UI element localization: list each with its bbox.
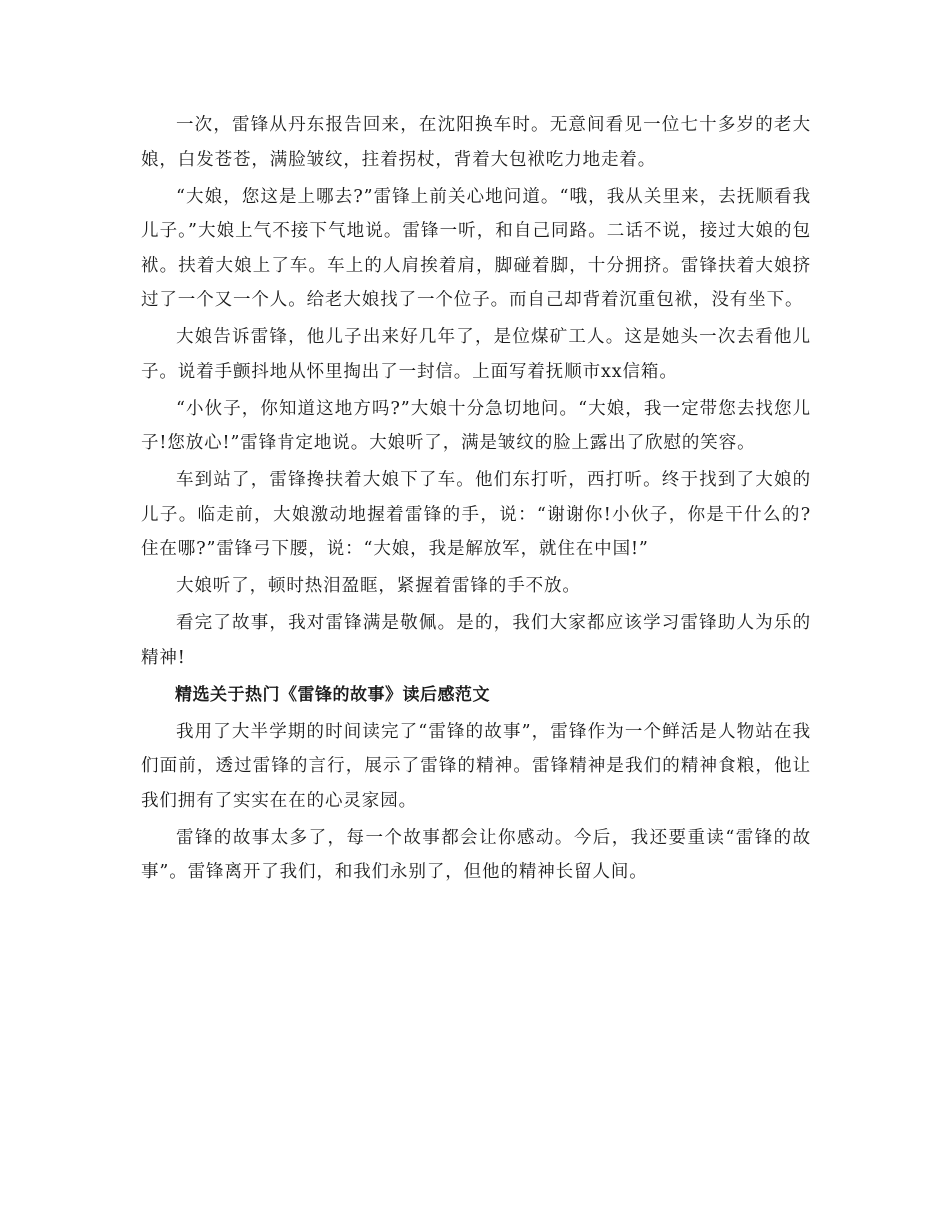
paragraph-son-letter: 大娘告诉雷锋，他儿子出来好几年了，是位煤矿工人。这是她头一次去看他儿子。说着手颤抖地从怀里掏出了一封信。上面写着抚顺市xx信箱。 [141, 327, 811, 382]
paragraph-meeting-old-woman: 一次，雷锋从丹东报告回来，在沈阳换车时。无意间看见一位七十多岁的老大娘，白发苍苍，满脸皱纹，拄着拐杖，背着大包袱吃力地走着。 [141, 115, 811, 170]
paragraph-reading-experience: 我用了大半学期的时间读完了“雷锋的故事”，雷锋作为一个鲜活是人物站在我们面前，透过雷锋的言行，展示了雷锋的精神。雷锋精神是我们的精神食粮，他让我们拥有了实实在在的心灵家园。 [141, 721, 811, 811]
document-body [141, 108, 811, 892]
paragraph-reflection: 看完了故事，我对雷锋满是敬佩。是的，我们大家都应该学习雷锋助人为乐的精神! [141, 613, 811, 668]
paragraph-conclusion: 雷锋的故事太多了，每一个故事都会让你感动。今后，我还要重读“雷锋的故事”。雷锋离开了我们，和我们永别了，但他的精神长留人间。 [141, 827, 811, 882]
section-heading: 精选关于热门《雷锋的故事》读后感范文 [175, 684, 490, 705]
paragraph-tears: 大娘听了，顿时热泪盈眶，紧握着雷锋的手不放。 [176, 576, 581, 596]
paragraph-helping-on-train: “大娘，您这是上哪去?”雷锋上前关心地问道。“哦，我从关里来，去抚顺看我儿子。”大娘上气不接下气地说。雷锋一听，和自己同路。二话不说，接过大娘的包袱。扶着大娘上了车。车上的人肩挨着肩，脚碰着脚，十分拥挤。雷锋扶着大娘挤过了一个又一个人。给老大娘找了一个位子。而自己却背着沉重包袱，没有坐下。 [141, 186, 811, 310]
paragraph-promise: “小伙子，你知道这地方吗?”大娘十分急切地问。“大娘，我一定带您去找您儿子!您放心!”雷锋肯定地说。大娘听了，满是皱纹的脸上露出了欣慰的笑容。 [141, 398, 811, 453]
paragraph-arrival: 车到站了，雷锋搀扶着大娘下了车。他们东打听，西打听。终于找到了大娘的儿子。临走前，大娘激动地握着雷锋的手，说：“谢谢你!小伙子，你是干什么的?住在哪?”雷锋弓下腰，说：“大娘，我是解放军，就住在中国!” [141, 470, 811, 559]
